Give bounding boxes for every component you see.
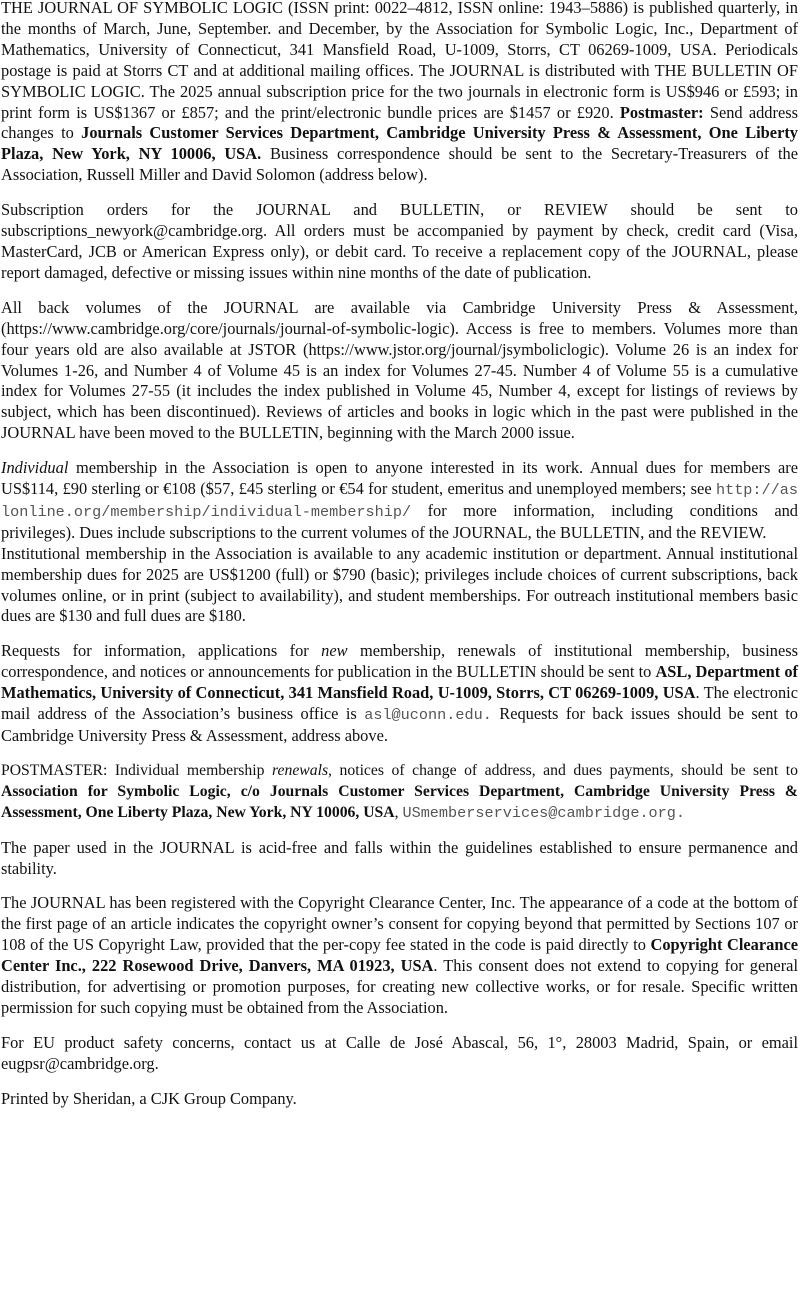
eu-safety-paragraph: For EU product safety concerns, contact us at Calle de José Abascal, 56, 1°, 28003 Madrid, Spain, or email eugpsr@cambridge.org. — [1, 1032, 798, 1073]
institutional-membership-paragraph: Institutional membership in the Association is available to any academic institution or department. Annual institutional membership dues for 2025 are US$1200 (full) or $790 (basic); privileges include choices of current subscriptions, back volumes online, or in print (subject to availability), and student memberships. For outreach institutional members basic dues are $130 and full dues are $180. — [1, 543, 798, 626]
paper-quality-paragraph: The paper used in the JOURNAL is acid-free and falls within the guidelines established to ensure permanence and stability. — [1, 837, 798, 878]
back-volumes-paragraph: All back volumes of the JOURNAL are available via Cambridge University Press & Assessment, (https://www.cambridge.org/core/journals/journal-of-symbolic-logic). Access is free to members. Volumes more than four years old are also available at JSTOR (https://www.jstor.org/journal/jsymboliclogic). Volume 26 is an index for Volumes 1-26, and Number 4 of Volume 45 is an index for Volumes 27-45. Number 4 of Volume 55 is a cumulative index for Volumes 27-55 (it includes the index published in Volume 45, Number 4, except for listings of reviews by subject, which has been discontinued). Reviews of articles and books in logic which in the past were published in the JOURNAL have been moved to the BULLETIN, beginning with the March 2000 issue. — [1, 297, 798, 443]
individual-emphasis: Individual — [1, 458, 69, 478]
asl-address: ASL, Department of Mathematics, University of Connecticut, 341 Mansfield Road, U-1009, Storrs, CT 06269-1009, USA — [1, 662, 798, 703]
customer-services-address: Journals Customer Services Department, Cambridge University Press & Assessment, One Liberty Plaza, New York, NY 10006, USA. — [1, 123, 799, 164]
asl-email-link[interactable]: asl@uconn.edu. — [364, 706, 492, 725]
asl-cambridge-address: Association for Symbolic Logic, c/o Journals Customer Services Department, Cambridge University Press & Assessment, One Liberty Plaza, New York, NY 10006, USA — [1, 782, 798, 821]
requests-paragraph: Requests for information, applications for new membership, renewals of institutional membership, business correspondence, and notices or announcements for publication in the BULLETIN should be sent to ASL, Department of Mathematics, University of Connecticut, 341 Mansfield Road, U-1009, Storrs, CT 06269-1009, USA. The electronic mail address of the Association’s business office is asl@uconn.edu. Requests for back issues should be sent to Cambridge University Press & Assessment, address above. — [1, 641, 798, 745]
membership-url-link[interactable]: http://aslonline.org/membership/individual-membership/ — [1, 481, 798, 521]
subscription-orders-paragraph: Subscription orders for the JOURNAL and BULLETIN, or REVIEW should be sent to subscriptions_newyork@cambridge.org. All orders must be accompanied by payment by check, credit card (Visa, MasterCard, JCB or American Express only), or debit card. To receive a replacement copy of the JOURNAL, please report damaged, defective or missing issues within nine months of the date of publication. — [1, 200, 798, 282]
renewals-emphasis: renewals, — [272, 761, 332, 779]
publication-info-paragraph: THE JOURNAL OF SYMBOLIC LOGIC (ISSN print: 0022–4812, ISSN online: 1943–5886) is published quarterly, in the months of March, June, September. and December, by the Association for Symbolic Logic, Inc., Department of Mathematics, University of Connecticut, 341 Mansfield Road, U-1009, Storrs, CT 06269-1009, USA. Periodicals postage is paid at Storrs CT and at additional mailing offices. The JOURNAL is distributed with THE BULLETIN OF SYMBOLIC LOGIC. The 2025 annual subscription price for the two journals in electronic form is US$946 or £593; in print form is US$1367 or £857; and the print/electronic bundle prices are $1457 or £920. Postmaster: Send address changes to Journals Customer Services Department, Cambridge University Press & Assessment, One Liberty Plaza, New York, NY 10006, USA. Business correspondence should be sent to the Secretary-Treasurers of the Association, Russell Miller and David Solomon (address below). — [1, 0, 799, 185]
printer-paragraph: Printed by Sheridan, a CJK Group Company. — [1, 1088, 297, 1108]
member-services-email-link[interactable]: USmemberservices@cambridge.org. — [402, 803, 686, 822]
journal-info-page — [1, 0, 798, 1124]
postmaster-paragraph: POSTMASTER: Individual membership renewals, notices of change of address, and dues payments, should be sent to Association for Symbolic Logic, c/o Journals Customer Services Department, Cambridge University Press & Assessment, One Liberty Plaza, New York, NY 10006, USA, USmemberservices@cambridge.org. — [1, 761, 798, 822]
individual-membership-paragraph: Individual membership in the Association is open to anyone interested in its work. Annual dues for members are US$114, £90 sterling or €108 ($57, £45 sterling or €54 for student, emeritus and unemployed members; see http://aslonline.org/membership/individual-membership/ for more information, including conditions and privileges). Dues include subscriptions to the current volumes of the JOURNAL, the BULLETIN, and the REVIEW. — [1, 458, 798, 542]
postmaster-label: Postmaster: — [619, 102, 704, 122]
new-emphasis: new — [321, 641, 348, 661]
copyright-center-address: Copyright Clearance Center Inc., 222 Rosewood Drive, Danvers, MA 01923, USA — [1, 935, 798, 976]
copyright-paragraph: The JOURNAL has been registered with the Copyright Clearance Center, Inc. The appearance of a code at the bottom of the first page of an article indicates the copyright owner’s consent for copying beyond that permitted by Sections 107 or 108 of the US Copyright Law, provided that the per-copy fee stated in the code is paid directly to Copyright Clearance Center Inc., 222 Rosewood Drive, Danvers, MA 01923, USA. This consent does not extend to copying for general distribution, for advertising or promotion purposes, for creating new collective works, or for resale. Specific written permission for such copying must be obtained from the Association. — [1, 893, 798, 1017]
